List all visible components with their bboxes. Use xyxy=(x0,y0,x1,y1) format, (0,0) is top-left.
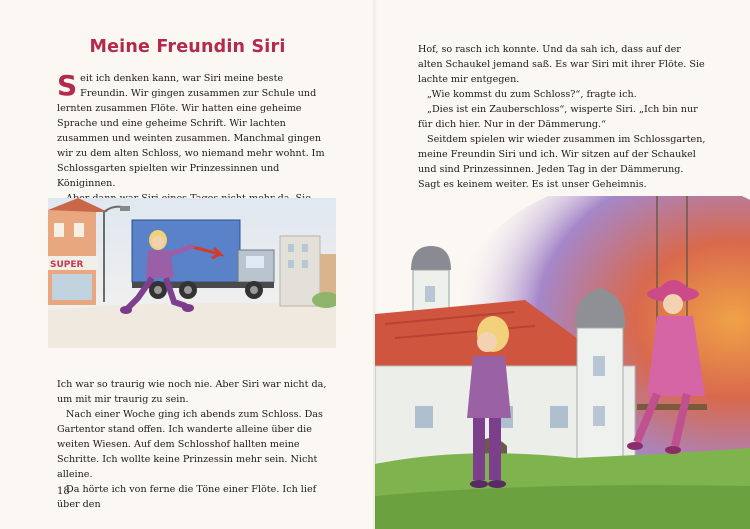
right-page xyxy=(375,0,750,529)
paragraph-1-text: eit ich denken kann, war Siri meine beste Freundin. Wir gingen zusammen zur Schule und lernten zusammen Flöte. Wir hatten eine geheime Sprache und eine geheime Schrift. Wir lachten zusammen und weinten zusammen. Manchmal gingen wir zu dem alten Schloss, wo niemand mehr wohnt. Im Schlossgarten spielten wir Prinzessinnen und Königinnen. xyxy=(57,73,325,189)
paragraph-5: Da hörte ich von ferne die Töne einer Flöte. Ich lief über den xyxy=(57,484,317,510)
book-gutter xyxy=(373,0,377,529)
text-block-right xyxy=(418,42,708,192)
paragraph-r1: Hof, so rasch ich konnte. Und da sah ich, dass auf der alten Schaukel jemand saß. Es war Siri mit ihrer Flöte. Sie lachte mir entgegen. xyxy=(418,44,705,85)
paragraph-r4: Seitdem spielen wir wieder zusammen im Schlossgarten, meine Freundin Siri und ich. Wir sitzen auf der Schaukel und sind Prinzessinnen. Jeden Tag in der Dämmerung. Sagt es keinem weiter. Es ist unser Geheimnis. xyxy=(418,134,706,190)
page-title: Meine Freundin Siri xyxy=(89,37,286,57)
paragraph-3: Ich war so traurig wie noch nie. Aber Siri war nicht da, um mit mir traurig zu sein. xyxy=(57,379,327,405)
illustration-moving-truck xyxy=(48,198,336,348)
paragraph-1 xyxy=(57,71,327,191)
shop-sign-text: SUPER xyxy=(50,260,84,270)
drop-cap: S xyxy=(57,69,78,102)
paragraph-r3: „Dies ist ein Zauberschloss“, wisperte Siri. „Ich bin nur für dich hier. Nur in der Dämmerung.“ xyxy=(418,104,698,130)
page-number: 18 xyxy=(57,486,70,497)
paragraph-r2: „Wie kommst du zum Schloss?“, fragte ich. xyxy=(427,89,637,100)
text-block-bottom xyxy=(57,377,329,512)
illustration-castle-swing xyxy=(375,196,750,529)
paragraph-4: Nach einer Woche ging ich abends zum Schloss. Das Gartentor stand offen. Ich wanderte alleine über die weiten Wiesen. Auf dem Schlosshof hallten meine Schritte. Ich wollte keine Prinzessin mehr sein. Nicht alleine. xyxy=(57,409,323,480)
